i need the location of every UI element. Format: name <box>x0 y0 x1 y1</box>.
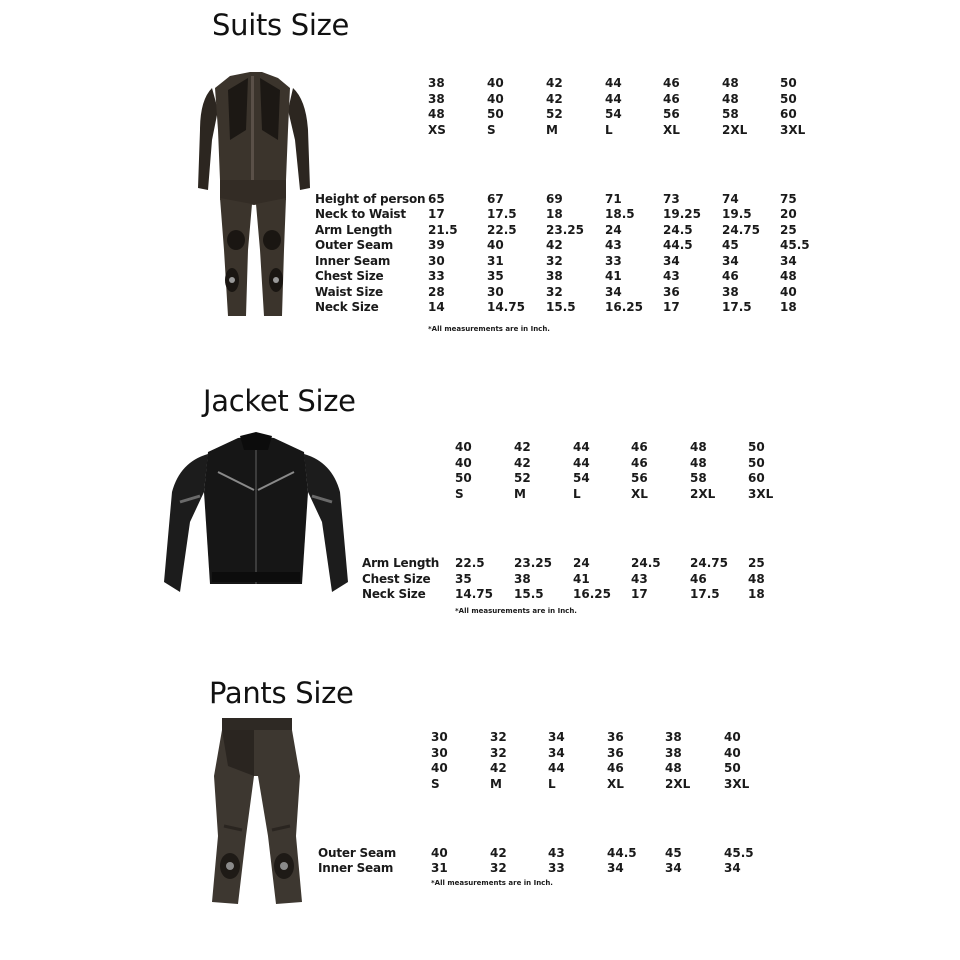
pants-measurement-note: *All measurements are in Inch. <box>431 879 553 887</box>
measurement-value: 71 <box>605 192 622 206</box>
measurement-value: 40 <box>431 846 448 860</box>
measurement-value: 17 <box>631 587 648 601</box>
measurement-value: 15.5 <box>514 587 544 601</box>
jacket-image <box>160 432 352 602</box>
suits-size-cell: 40 <box>487 92 504 106</box>
measurement-value: 69 <box>546 192 563 206</box>
measurement-value: 35 <box>487 269 504 283</box>
jacket-size-cell: 44 <box>573 440 590 454</box>
measurement-value: 34 <box>780 254 797 268</box>
suit-figure <box>198 72 310 316</box>
pants-size-cell: 30 <box>431 746 448 760</box>
measurement-value: 34 <box>605 285 622 299</box>
measurement-value: 43 <box>663 269 680 283</box>
measurement-value: 42 <box>490 846 507 860</box>
suits-size-cell: S <box>487 123 496 137</box>
measurement-value: 24 <box>605 223 622 237</box>
measurement-value: 17.5 <box>690 587 720 601</box>
jacket-size-cell: 54 <box>573 471 590 485</box>
pants-size-cell: 34 <box>548 730 565 744</box>
suits-size-cell: 48 <box>428 107 445 121</box>
suits-size-cell: 44 <box>605 76 622 90</box>
pants-size-cell: 42 <box>490 761 507 775</box>
suits-size-cell: XS <box>428 123 446 137</box>
measurement-value: 24 <box>573 556 590 570</box>
measurement-value: 34 <box>663 254 680 268</box>
jacket-size-cell: 56 <box>631 471 648 485</box>
measurement-value: 44.5 <box>607 846 637 860</box>
measurement-label: Neck to Waist <box>315 207 406 221</box>
measurement-value: 38 <box>514 572 531 586</box>
suits-measurement-note: *All measurements are in Inch. <box>428 325 550 333</box>
pants-size-cell: 2XL <box>665 777 691 791</box>
suits-size-cell: 50 <box>780 76 797 90</box>
suits-size-cell: 2XL <box>722 123 748 137</box>
measurement-value: 34 <box>722 254 739 268</box>
measurement-value: 40 <box>487 238 504 252</box>
jacket-size-cell: 40 <box>455 440 472 454</box>
jacket-size-cell: 58 <box>690 471 707 485</box>
suits-size-cell: 50 <box>487 107 504 121</box>
pants-size-cell: M <box>490 777 502 791</box>
pants-size-cell: S <box>431 777 440 791</box>
pants-size-cell: 40 <box>724 730 741 744</box>
measurement-value: 14 <box>428 300 445 314</box>
measurement-value: 41 <box>605 269 622 283</box>
jacket-size-cell: L <box>573 487 581 501</box>
pants-size-cell: XL <box>607 777 624 791</box>
measurement-value: 15.5 <box>546 300 576 314</box>
measurement-value: 44.5 <box>663 238 693 252</box>
measurement-value: 19.5 <box>722 207 752 221</box>
measurement-value: 32 <box>546 285 563 299</box>
pants-size-title: Pants Size <box>209 676 354 710</box>
measurement-value: 34 <box>665 861 682 875</box>
suits-size-cell: 38 <box>428 76 445 90</box>
pants-size-cell: 50 <box>724 761 741 775</box>
suits-size-cell: 3XL <box>780 123 806 137</box>
measurement-value: 19.25 <box>663 207 701 221</box>
suits-size-cell: 44 <box>605 92 622 106</box>
jacket-size-cell: 42 <box>514 440 531 454</box>
measurement-value: 30 <box>428 254 445 268</box>
measurement-value: 16.25 <box>573 587 611 601</box>
measurement-label: Neck Size <box>362 587 426 601</box>
jacket-size-cell: 3XL <box>748 487 774 501</box>
jacket-size-cell: 42 <box>514 456 531 470</box>
measurement-value: 23.25 <box>546 223 584 237</box>
measurement-label: Inner Seam <box>318 861 394 875</box>
jacket-size-cell: 46 <box>631 456 648 470</box>
suits-size-cell: 50 <box>780 92 797 106</box>
measurement-value: 43 <box>631 572 648 586</box>
suits-size-cell: 60 <box>780 107 797 121</box>
pants-size-cell: 32 <box>490 730 507 744</box>
measurement-label: Arm Length <box>315 223 393 237</box>
measurement-value: 35 <box>455 572 472 586</box>
measurement-value: 36 <box>663 285 680 299</box>
measurement-value: 21.5 <box>428 223 458 237</box>
measurement-value: 30 <box>487 285 504 299</box>
measurement-value: 28 <box>428 285 445 299</box>
measurement-value: 16.25 <box>605 300 643 314</box>
measurement-value: 18 <box>748 587 765 601</box>
measurement-value: 32 <box>490 861 507 875</box>
measurement-value: 32 <box>546 254 563 268</box>
measurement-value: 74 <box>722 192 739 206</box>
suits-size-cell: 48 <box>722 92 739 106</box>
suits-size-cell: 52 <box>546 107 563 121</box>
measurement-value: 45.5 <box>780 238 810 252</box>
suits-size-cell: 56 <box>663 107 680 121</box>
measurement-value: 22.5 <box>455 556 485 570</box>
suits-size-cell: 58 <box>722 107 739 121</box>
measurement-value: 38 <box>546 269 563 283</box>
measurement-label: Outer Seam <box>318 846 397 860</box>
measurement-value: 25 <box>780 223 797 237</box>
measurement-value: 24.75 <box>690 556 728 570</box>
measurement-value: 18.5 <box>605 207 635 221</box>
measurement-value: 67 <box>487 192 504 206</box>
pants-size-cell: 48 <box>665 761 682 775</box>
pants-size-cell: 34 <box>548 746 565 760</box>
suits-size-cell: 40 <box>487 76 504 90</box>
measurement-value: 45 <box>665 846 682 860</box>
measurement-value: 38 <box>722 285 739 299</box>
pants-size-cell: 46 <box>607 761 624 775</box>
suits-size-title: Suits Size <box>212 8 350 42</box>
suits-size-cell: L <box>605 123 613 137</box>
measurement-value: 65 <box>428 192 445 206</box>
racing-suit-image <box>190 70 315 320</box>
jacket-size-cell: 46 <box>631 440 648 454</box>
measurement-value: 20 <box>780 207 797 221</box>
suits-size-cell: 42 <box>546 76 563 90</box>
measurement-value: 46 <box>722 269 739 283</box>
jacket-size-cell: 40 <box>455 456 472 470</box>
jacket-size-cell: 2XL <box>690 487 716 501</box>
measurement-value: 42 <box>546 238 563 252</box>
measurement-value: 73 <box>663 192 680 206</box>
jacket-size-cell: S <box>455 487 464 501</box>
jacket-size-cell: M <box>514 487 526 501</box>
suits-size-cell: 54 <box>605 107 622 121</box>
measurement-label: Chest Size <box>315 269 384 283</box>
jacket-size-cell: 48 <box>690 440 707 454</box>
suits-size-cell: 38 <box>428 92 445 106</box>
measurement-value: 14.75 <box>487 300 525 314</box>
measurement-value: 48 <box>780 269 797 283</box>
suits-size-cell: M <box>546 123 558 137</box>
measurement-value: 17.5 <box>487 207 517 221</box>
jacket-size-cell: XL <box>631 487 648 501</box>
pants-size-cell: 38 <box>665 730 682 744</box>
jacket-size-cell: 52 <box>514 471 531 485</box>
measurement-value: 40 <box>780 285 797 299</box>
pants-size-cell: 44 <box>548 761 565 775</box>
suits-size-cell: 46 <box>663 76 680 90</box>
pants-size-cell: 36 <box>607 746 624 760</box>
jacket-size-cell: 60 <box>748 471 765 485</box>
measurement-label: Outer Seam <box>315 238 394 252</box>
jacket-figure <box>164 432 348 592</box>
measurement-value: 48 <box>748 572 765 586</box>
measurement-value: 33 <box>428 269 445 283</box>
pants-size-cell: L <box>548 777 556 791</box>
measurement-value: 75 <box>780 192 797 206</box>
measurement-value: 18 <box>546 207 563 221</box>
suits-size-cell: 46 <box>663 92 680 106</box>
jacket-size-cell: 44 <box>573 456 590 470</box>
measurement-label: Height of person <box>315 192 426 206</box>
measurement-value: 34 <box>607 861 624 875</box>
measurement-label: Inner Seam <box>315 254 391 268</box>
measurement-value: 31 <box>487 254 504 268</box>
measurement-value: 25 <box>748 556 765 570</box>
measurement-value: 34 <box>724 861 741 875</box>
jacket-size-cell: 50 <box>455 471 472 485</box>
measurement-value: 24.5 <box>663 223 693 237</box>
measurement-value: 24.5 <box>631 556 661 570</box>
pants-size-cell: 38 <box>665 746 682 760</box>
pants-image <box>204 716 308 908</box>
measurement-value: 45.5 <box>724 846 754 860</box>
pants-figure <box>212 718 302 904</box>
suits-size-cell: 48 <box>722 76 739 90</box>
measurement-value: 17 <box>428 207 445 221</box>
measurement-value: 24.75 <box>722 223 760 237</box>
measurement-value: 43 <box>605 238 622 252</box>
measurement-value: 43 <box>548 846 565 860</box>
suits-size-cell: XL <box>663 123 680 137</box>
measurement-value: 18 <box>780 300 797 314</box>
measurement-value: 17.5 <box>722 300 752 314</box>
measurement-value: 17 <box>663 300 680 314</box>
measurement-value: 22.5 <box>487 223 517 237</box>
pants-size-cell: 36 <box>607 730 624 744</box>
pants-size-cell: 32 <box>490 746 507 760</box>
measurement-label: Chest Size <box>362 572 431 586</box>
measurement-value: 39 <box>428 238 445 252</box>
measurement-value: 23.25 <box>514 556 552 570</box>
jacket-measurement-note: *All measurements are in Inch. <box>455 607 577 615</box>
measurement-label: Waist Size <box>315 285 383 299</box>
measurement-value: 45 <box>722 238 739 252</box>
measurement-value: 14.75 <box>455 587 493 601</box>
suits-size-cell: 42 <box>546 92 563 106</box>
pants-size-cell: 30 <box>431 730 448 744</box>
measurement-value: 46 <box>690 572 707 586</box>
pants-size-cell: 3XL <box>724 777 750 791</box>
measurement-value: 31 <box>431 861 448 875</box>
measurement-value: 41 <box>573 572 590 586</box>
measurement-label: Arm Length <box>362 556 440 570</box>
jacket-size-cell: 50 <box>748 440 765 454</box>
jacket-size-title: Jacket Size <box>203 384 356 418</box>
measurement-value: 33 <box>605 254 622 268</box>
jacket-size-cell: 50 <box>748 456 765 470</box>
jacket-size-cell: 48 <box>690 456 707 470</box>
measurement-value: 33 <box>548 861 565 875</box>
pants-size-cell: 40 <box>724 746 741 760</box>
measurement-label: Neck Size <box>315 300 379 314</box>
pants-size-cell: 40 <box>431 761 448 775</box>
